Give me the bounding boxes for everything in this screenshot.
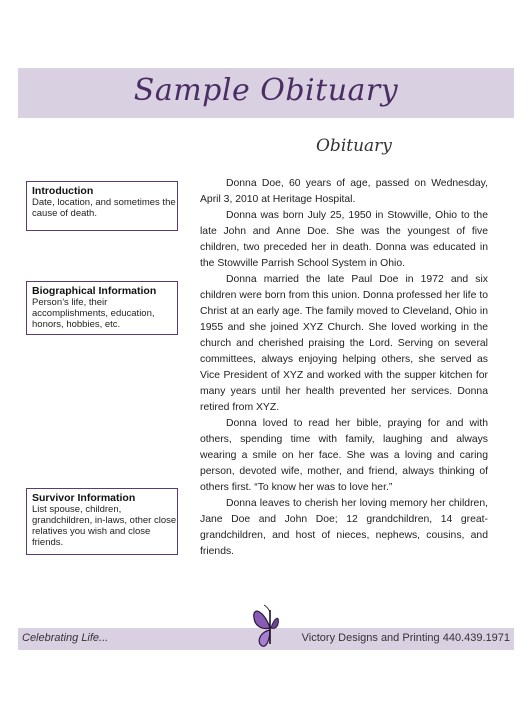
biographical-info-title: Biographical Information <box>32 285 157 297</box>
paragraph-survivors: Donna leaves to cherish her loving memory her children, Jane Doe and John Doe; 12 grandchildren, 14 great-grandchildren, and host of nieces, nephews, cousins, and friends. <box>200 498 488 557</box>
butterfly-icon <box>250 604 290 650</box>
page-title: Sample Obituary <box>133 73 399 108</box>
biographical-info-box <box>26 281 178 335</box>
survivor-info-description: List spouse, children, grandchildren, in-laws, other close relatives you wish and close friends. <box>32 504 177 548</box>
paragraph-introduction: Donna Doe, 60 years of age, passed on Wednesday, April 3, 2010 at Heritage Hospital. <box>200 178 488 205</box>
obituary-body <box>200 176 488 560</box>
footer-tagline: Celebrating Life... <box>22 632 109 644</box>
paragraph-personality: Donna loved to read her bible, praying for and with others, spending time with family, laughing and always wearing a smile on her face. She was a loving and caring person, devoted wife, mother, and friend, always thinking of others first. “To know her was to love her.” <box>200 418 488 493</box>
footer-contact: Victory Designs and Printing 440.439.1971 <box>301 632 510 644</box>
survivor-info-title: Survivor Information <box>32 492 136 504</box>
introduction-box <box>26 181 178 231</box>
obituary-heading: Obituary <box>316 136 392 156</box>
introduction-description: Date, location, and sometimes the cause of death. <box>32 197 176 219</box>
paragraph-birth: Donna was born July 25, 1950 in Stowville, Ohio to the late John and Anne Doe. She was the youngest of five children, two preceded her in death. Donna was educated in the Stowville Parrish School System in Ohio. <box>200 210 488 269</box>
title-banner <box>18 68 514 118</box>
introduction-title: Introduction <box>32 185 94 197</box>
paragraph-life: Donna married the late Paul Doe in 1972 and six children were born from this union. Donna professed her life to Christ at an early age. The family moved to Cleveland, Ohio in 1955 and she joined XYZ Church. She loved working in the church and cherished praising the Lord. Serving on several committees, always enjoying helping others, she served as Vice President of XYZ and worked with the supper kitchen for many years until her health prevented her services. Donna retired from XYZ. <box>200 274 488 413</box>
biographical-info-description: Person’s life, their accomplishments, education, honors, hobbies, etc. <box>32 297 155 330</box>
survivor-info-box <box>26 488 178 555</box>
